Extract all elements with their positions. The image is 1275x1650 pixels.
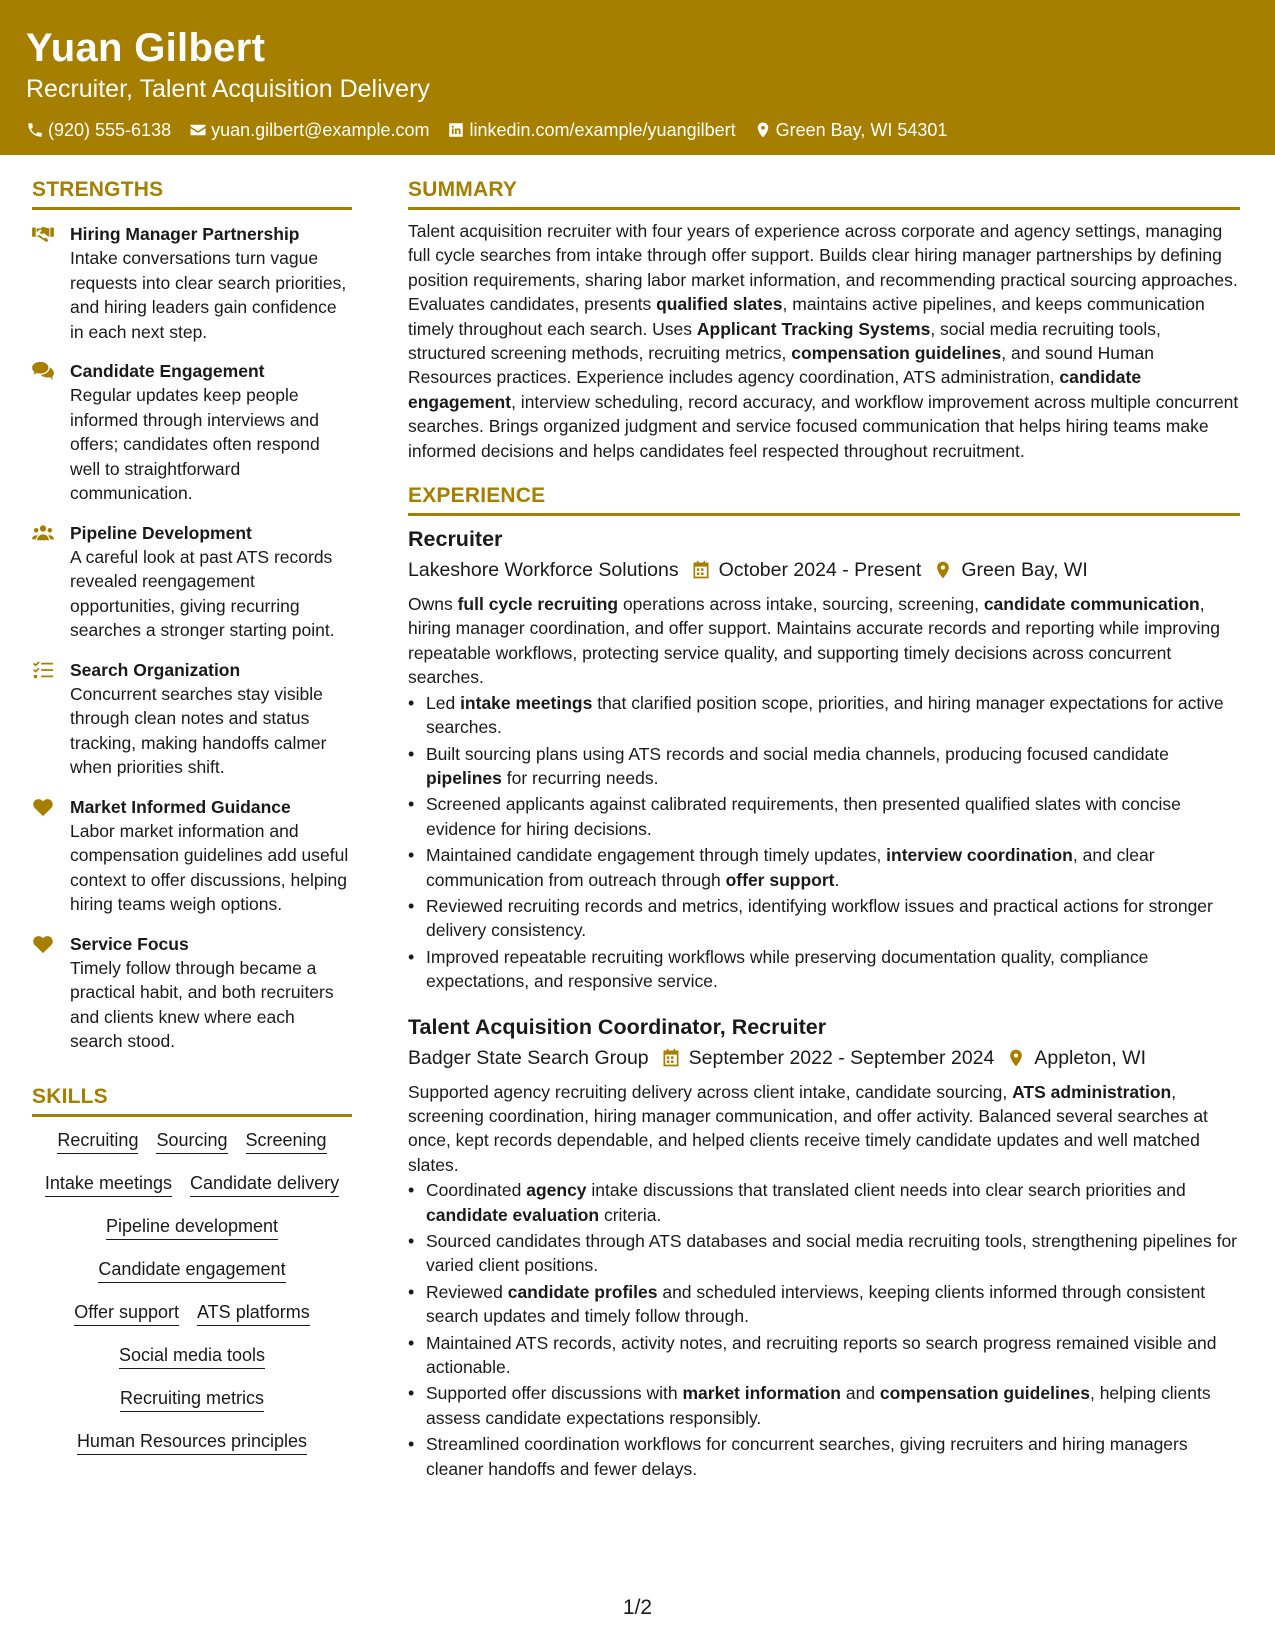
experience-section bbox=[408, 481, 1240, 1481]
bold-phrase: agency bbox=[526, 1180, 587, 1201]
summary-text: Talent acquisition recruiter with four years of experience across corporate and agency settings, managing full cycle searches from intake through offer support. Builds clear hiring manager partnerships by defining position requirements, sharing labor market information, and recommending practical sourcing approaches. Evaluates candidates, presents qualified slates, maintains active pipelines, and keeps communication timely throughout each search. Uses Applicant Tracking Systems, social media recruiting tools, structured screening methods, recruiting metrics, compensation guidelines, and sound Human Resources practices. Experience includes agency coordination, ATS administration, candidate engagement, interview scheduling, record accuracy, and workflow improvement across multiple concurrent searches. Brings organized judgment and service focused communication that helps hiring teams make informed decisions and helps candidates feel respected throughout recruitment. bbox=[408, 221, 1239, 461]
skill-tag: Intake meetings bbox=[45, 1170, 172, 1197]
experience-heading: EXPERIENCE bbox=[408, 481, 1240, 516]
strength-description: Regular updates keep people informed through interviews and offers; candidates often respond well to straightforward communication. bbox=[70, 385, 320, 503]
bullet-item: • Streamlined coordination workflows for concurrent searches, giving recruiters and hiring managers cleaner handoffs and fewer delays. bbox=[408, 1432, 1240, 1481]
linkedin-text: linkedin.com/example/yuangilbert bbox=[469, 120, 736, 140]
job-description: Owns full cycle recruiting operations across intake, sourcing, screening, candidate communication, hiring manager coordination, and offer support. Maintains accurate records and reporting while improving repeatable workflows, protecting service quality, and supporting timely decisions across concurrent searches. bbox=[408, 594, 1220, 688]
skill-tag: Candidate engagement bbox=[98, 1256, 285, 1283]
job-meta bbox=[408, 1044, 1240, 1072]
phone-text: (920) 555-6138 bbox=[48, 120, 172, 140]
location-text: Green Bay, WI 54301 bbox=[775, 120, 948, 140]
bold-phrase: offer support bbox=[725, 869, 835, 890]
strengths-heading: STRENGTHS bbox=[32, 175, 352, 210]
summary-heading: SUMMARY bbox=[408, 175, 1240, 210]
candidate-title: Recruiter, Talent Acquisition Delivery bbox=[26, 75, 430, 103]
envelope-icon bbox=[189, 121, 207, 139]
job-location: Appleton, WI bbox=[1034, 1046, 1146, 1069]
strength-description: Intake conversations turn vague requests into clear search priorities, and hiring leaders gain confidence in each next step. bbox=[70, 248, 347, 342]
job-title: Talent Acquisition Coordinator, Recruiter bbox=[408, 1014, 827, 1039]
strength-description: Labor market information and compensation guidelines add useful context to offer discussions, helping hiring teams weigh options. bbox=[70, 820, 349, 914]
skill-tag: Human Resources principles bbox=[77, 1428, 307, 1455]
skills-list bbox=[32, 1127, 352, 1455]
bullet-item: • Built sourcing plans using ATS records and social media channels, producing focused candidate pipelines for recurring needs. bbox=[408, 742, 1240, 791]
resume-header bbox=[0, 0, 1275, 155]
list-check-icon bbox=[32, 660, 56, 682]
job-title: Recruiter bbox=[408, 527, 503, 552]
strength-item bbox=[32, 658, 352, 780]
bullet-item: • Sourced candidates through ATS databases and social media recruiting tools, strengthening pipelines for varied client positions. bbox=[408, 1229, 1240, 1278]
strength-description: Concurrent searches stay visible through clean notes and status tracking, making handoffs calmer when priorities shift. bbox=[70, 683, 327, 777]
map-pin-icon bbox=[933, 560, 953, 580]
bullet-item: • Supported offer discussions with market information and compensation guidelines, helping clients assess candidate expectations responsibly. bbox=[408, 1381, 1240, 1430]
handshake-icon bbox=[32, 224, 56, 246]
strength-heading: Candidate Engagement bbox=[70, 361, 265, 381]
contact-bar bbox=[26, 118, 1249, 142]
strength-item bbox=[32, 932, 352, 1054]
skill-tag: Screening bbox=[246, 1127, 327, 1154]
heart-icon bbox=[32, 797, 56, 819]
bullet-item: • Coordinated agency intake discussions that translated client needs into clear search priorities and candidate evaluation criteria. bbox=[408, 1178, 1240, 1227]
strength-heading: Market Informed Guidance bbox=[70, 796, 291, 817]
job-bullets bbox=[408, 691, 1240, 994]
bullet-item: • Reviewed candidate profiles and scheduled interviews, keeping clients informed through consistent search updates and timely follow through. bbox=[408, 1280, 1240, 1329]
bold-phrase: interview coordination bbox=[886, 845, 1073, 866]
job-company: Badger State Search Group bbox=[408, 1046, 649, 1069]
bullet-item: • Maintained candidate engagement through timely updates, interview coordination, and clear communication from outreach through offer support. bbox=[408, 843, 1240, 892]
bold-phrase: candidate evaluation bbox=[426, 1204, 600, 1225]
skill-tag: ATS platforms bbox=[197, 1299, 310, 1326]
bold-phrase: intake meetings bbox=[460, 692, 593, 713]
job-dates: September 2022 - September 2024 bbox=[688, 1046, 995, 1069]
summary-section bbox=[408, 175, 1240, 463]
bold-phrase: candidate communication bbox=[983, 594, 1200, 615]
comments-icon bbox=[32, 361, 56, 383]
candidate-name: Yuan Gilbert bbox=[26, 26, 266, 70]
job-bullets bbox=[408, 1178, 1240, 1481]
skills-section bbox=[32, 1082, 352, 1455]
right-column bbox=[408, 175, 1240, 1483]
left-column bbox=[32, 175, 352, 1455]
strength-heading: Search Organization bbox=[70, 659, 241, 680]
bullet-item: • Reviewed recruiting records and metrics, identifying workflow issues and practical actions for stronger delivery consistency. bbox=[408, 894, 1240, 943]
skill-tag: Pipeline development bbox=[106, 1213, 278, 1240]
job-entry bbox=[408, 1012, 1240, 1482]
skill-tag: Recruiting bbox=[57, 1127, 138, 1154]
map-pin-icon bbox=[754, 121, 772, 139]
skills-heading: SKILLS bbox=[32, 1082, 352, 1117]
job-entry bbox=[408, 524, 1240, 994]
strength-item bbox=[32, 222, 352, 344]
skill-tag: Candidate delivery bbox=[190, 1170, 339, 1197]
linkedin-icon bbox=[447, 121, 465, 139]
strength-description: A careful look at past ATS records revealed reengagement opportunities, giving recurring searches a stronger starting point. bbox=[70, 546, 335, 640]
strength-heading: Service Focus bbox=[70, 933, 189, 954]
job-location: Green Bay, WI bbox=[961, 559, 1088, 582]
bold-phrase: candidate profiles bbox=[507, 1281, 658, 1302]
strength-description: Timely follow through became a practical habit, and both recruiters and clients knew where each search stood. bbox=[70, 957, 334, 1051]
strengths-list bbox=[32, 222, 352, 1054]
strength-item bbox=[32, 795, 352, 917]
job-dates: October 2024 - Present bbox=[718, 559, 922, 582]
bold-phrase: compensation guidelines bbox=[879, 1383, 1090, 1404]
contact-location bbox=[754, 118, 948, 142]
strengths-section bbox=[32, 175, 352, 1054]
map-pin-icon bbox=[1006, 1048, 1026, 1068]
bold-phrase: candidate engagement bbox=[408, 367, 1142, 412]
strength-item bbox=[32, 521, 352, 643]
job-meta bbox=[408, 556, 1240, 584]
strength-heading: Pipeline Development bbox=[70, 522, 252, 543]
users-icon bbox=[32, 523, 56, 545]
job-company: Lakeshore Workforce Solutions bbox=[408, 559, 679, 582]
bold-phrase: Applicant Tracking Systems bbox=[696, 318, 931, 339]
contact-linkedin[interactable] bbox=[447, 118, 735, 142]
email-text: yuan.gilbert@example.com bbox=[211, 120, 430, 140]
contact-email[interactable] bbox=[189, 118, 429, 142]
strength-item bbox=[32, 359, 352, 506]
contact-phone bbox=[26, 118, 171, 142]
calendar-icon bbox=[661, 1048, 681, 1068]
phone-icon bbox=[26, 121, 44, 139]
heart-icon bbox=[32, 934, 56, 956]
job-description: Supported agency recruiting delivery across client intake, candidate sourcing, ATS administration, screening coordination, hiring manager communication, and offer activity. Balanced several searches at once, kept records dependable, and helped clients receive timely candidate updates and well matched slates. bbox=[408, 1081, 1208, 1175]
skill-tag: Offer support bbox=[74, 1299, 179, 1326]
bold-phrase: pipelines bbox=[426, 767, 502, 788]
bullet-item: • Maintained ATS records, activity notes, and recruiting reports so search progress remained visible and actionable. bbox=[408, 1331, 1240, 1380]
skill-tag: Recruiting metrics bbox=[120, 1385, 264, 1412]
skill-tag: Sourcing bbox=[156, 1127, 227, 1154]
bold-phrase: ATS administration bbox=[1012, 1081, 1172, 1102]
bold-phrase: full cycle recruiting bbox=[457, 594, 619, 615]
page-number: 1/2 bbox=[622, 1596, 653, 1619]
bold-phrase: qualified slates bbox=[656, 294, 783, 315]
bullet-item: • Led intake meetings that clarified position scope, priorities, and hiring manager expectations for active searches. bbox=[408, 691, 1240, 740]
skill-tag: Social media tools bbox=[119, 1342, 265, 1369]
bullet-item: • Improved repeatable recruiting workflows while preserving documentation quality, compliance expectations, and responsive service. bbox=[408, 945, 1240, 994]
bullet-item: • Screened applicants against calibrated requirements, then presented qualified slates with concise evidence for hiring decisions. bbox=[408, 792, 1240, 841]
bold-phrase: market information bbox=[682, 1383, 841, 1404]
strength-heading: Hiring Manager Partnership bbox=[70, 224, 300, 244]
calendar-icon bbox=[691, 560, 711, 580]
bold-phrase: compensation guidelines bbox=[791, 343, 1002, 364]
